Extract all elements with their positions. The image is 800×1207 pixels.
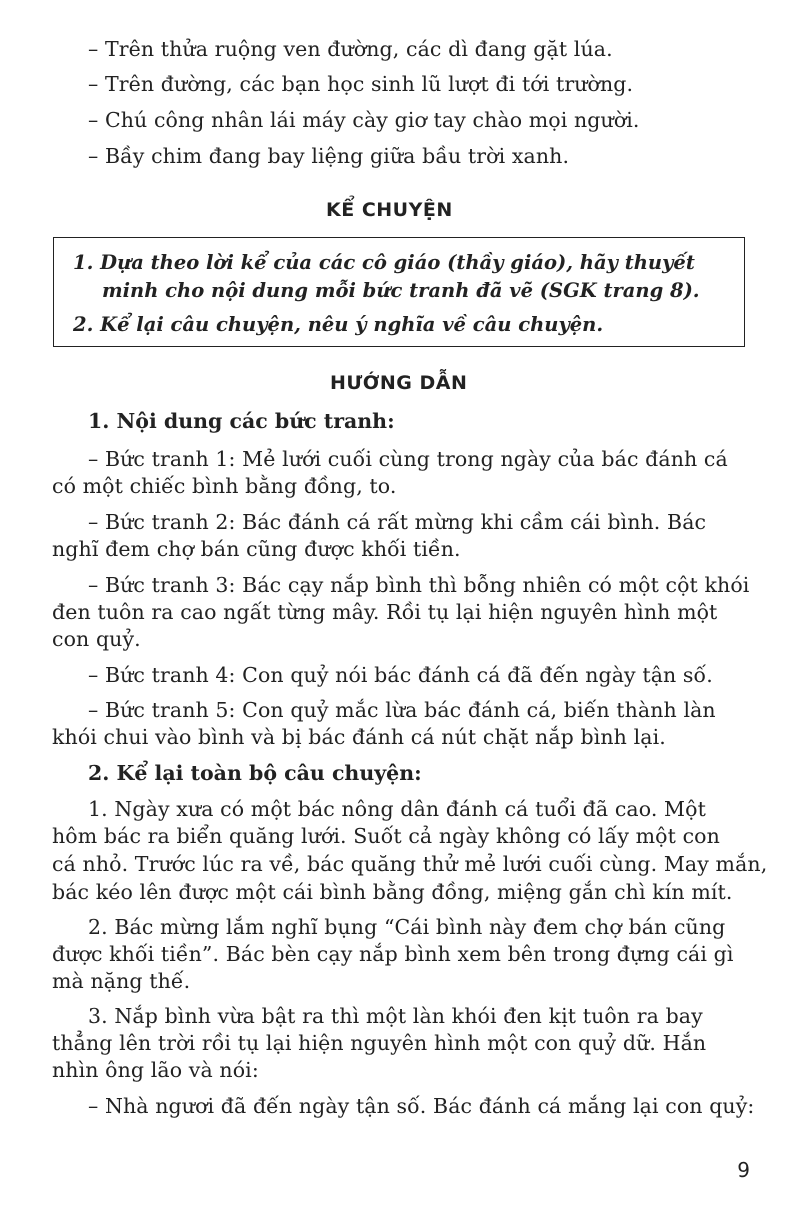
paragraph-line: mà nặng thế. bbox=[52, 969, 191, 993]
paragraph-line: – Bức tranh 1: Mẻ lưới cuối cùng trong ngày của bác đánh cá bbox=[88, 447, 728, 471]
paragraph-line: con quỷ. bbox=[52, 627, 141, 651]
paragraph-line: được khối tiền”. Bác bèn cạy nắp bình xem bên trong đựng cái gì bbox=[52, 942, 734, 966]
paragraph-line: – Bức tranh 4: Con quỷ nói bác đánh cá đã đến ngày tận số. bbox=[88, 663, 713, 687]
paragraph-line: – Bức tranh 5: Con quỷ mắc lừa bác đánh cá, biến thành làn bbox=[88, 698, 716, 722]
intro-bullet: – Chú công nhân lái máy cày giơ tay chào mọi người. bbox=[88, 108, 640, 132]
paragraph-line: – Nhà ngươi đã đến ngày tận số. Bác đánh cá mắng lại con quỷ: bbox=[88, 1094, 755, 1118]
task-item-continuation: minh cho nội dung mỗi bức tranh đã vẽ (SGK trang 8). bbox=[102, 279, 700, 302]
paragraph-line: 3. Nắp bình vừa bật ra thì một làn khói đen kịt tuôn ra bay bbox=[88, 1004, 703, 1028]
paragraph-line: nghĩ đem chợ bán cũng được khối tiền. bbox=[52, 537, 461, 561]
paragraph-line: – Bức tranh 2: Bác đánh cá rất mừng khi cầm cái bình. Bác bbox=[88, 510, 707, 534]
task-item: 1. Dựa theo lời kể của các cô giáo (thầy giáo), hãy thuyết bbox=[73, 251, 695, 274]
part1-heading: 1. Nội dung các bức tranh: bbox=[88, 409, 395, 433]
paragraph-line: 2. Bác mừng lắm nghĩ bụng “Cái bình này đem chợ bán cũng bbox=[88, 915, 726, 939]
part2-heading: 2. Kể lại toàn bộ câu chuyện: bbox=[88, 761, 422, 785]
paragraph-line: thẳng lên trời rồi tụ lại hiện nguyên hình một con quỷ dữ. Hắn bbox=[52, 1031, 707, 1055]
paragraph-line: 1. Ngày xưa có một bác nông dân đánh cá tuổi đã cao. Một bbox=[88, 797, 706, 821]
paragraph-line: – Bức tranh 3: Bác cạy nắp bình thì bỗng nhiên có một cột khói bbox=[88, 573, 750, 597]
paragraph-line: khói chui vào bình và bị bác đánh cá nút chặt nắp bình lại. bbox=[52, 725, 666, 749]
section-title: KỂ CHUYỆN bbox=[326, 199, 453, 221]
intro-bullet: – Trên thửa ruộng ven đường, các dì đang gặt lúa. bbox=[88, 37, 613, 61]
guide-title: HƯỚNG DẪN bbox=[330, 372, 468, 394]
paragraph-line: đen tuôn ra cao ngất từng mây. Rồi tụ lại hiện nguyên hình một bbox=[52, 600, 718, 624]
paragraph-line: bác kéo lên được một cái bình bằng đồng, miệng gắn chì kín mít. bbox=[52, 880, 733, 904]
task-item: 2. Kể lại câu chuyện, nêu ý nghĩa về câu chuyện. bbox=[73, 313, 604, 336]
intro-bullet: – Bầy chim đang bay liệng giữa bầu trời xanh. bbox=[88, 144, 570, 168]
paragraph-line: nhìn ông lão và nói: bbox=[52, 1058, 259, 1082]
page-number: 9 bbox=[737, 1158, 750, 1182]
paragraph-line: hôm bác ra biển quăng lưới. Suốt cả ngày không có lấy một con bbox=[52, 824, 720, 848]
intro-bullet: – Trên đường, các bạn học sinh lũ lượt đi tới trường. bbox=[88, 72, 634, 96]
paragraph-line: cá nhỏ. Trước lúc ra về, bác quăng thử mẻ lưới cuối cùng. May mắn, bbox=[52, 852, 768, 876]
paragraph-line: có một chiếc bình bằng đồng, to. bbox=[52, 474, 397, 498]
